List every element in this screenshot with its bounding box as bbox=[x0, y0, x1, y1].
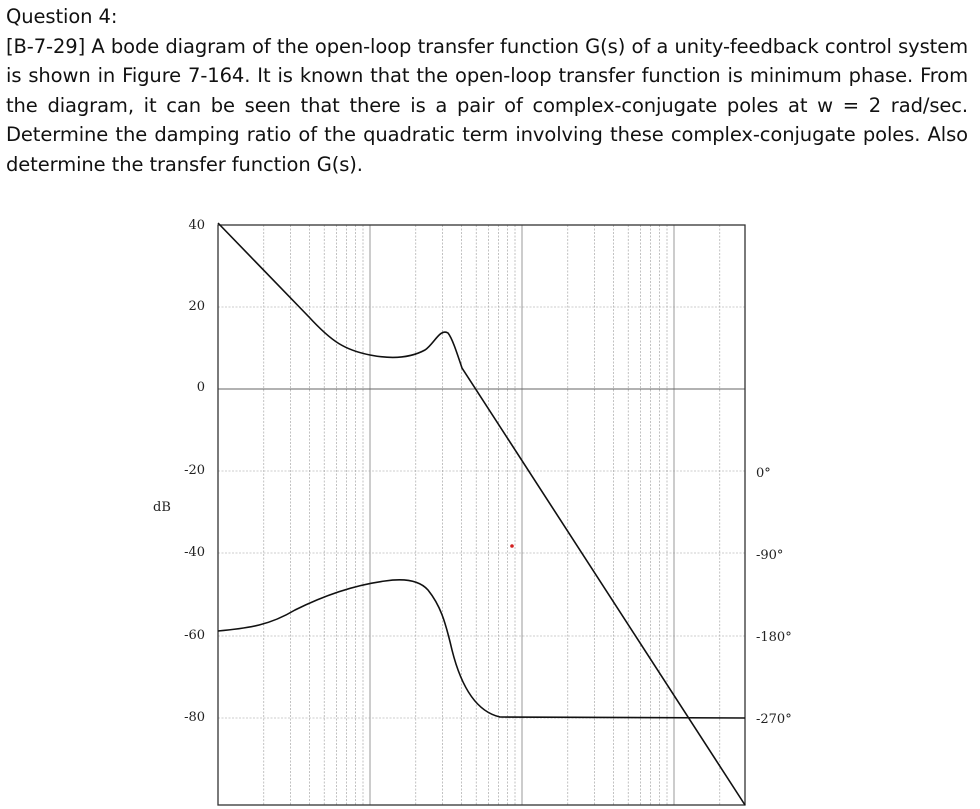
phase-curve bbox=[218, 580, 745, 718]
question-text-block bbox=[6, 2, 968, 179]
db-tick-minus-60: -60 bbox=[184, 628, 205, 643]
phase-tick-minus-90: -90° bbox=[756, 548, 784, 563]
question-title: Question 4: bbox=[6, 5, 118, 28]
db-tick-minus-80: -80 bbox=[184, 710, 205, 725]
db-axis-label: dB bbox=[153, 500, 171, 515]
db-tick-20: 20 bbox=[188, 299, 205, 314]
phase-tick-0: 0° bbox=[756, 466, 771, 481]
red-mark bbox=[510, 544, 514, 548]
db-tick-minus-40: -40 bbox=[184, 545, 205, 560]
question-body: [B-7-29] A bode diagram of the open-loop transfer function G(s) of a unity-feedback control system is shown in Figure 7-164. It is known that the open-loop transfer function is minimum phase. From the diagram, it can be seen that there is a pair of complex-conjugate poles at w = 2 rad/sec. Determine the damping ratio of the quadratic term involving these complex-conjugate poles. Also determine the transfer function G(s). bbox=[6, 34, 968, 176]
bode-diagram bbox=[0, 200, 980, 809]
db-tick-minus-20: -20 bbox=[184, 463, 205, 478]
phase-tick-minus-180: -180° bbox=[756, 630, 792, 645]
db-tick-0: 0 bbox=[196, 380, 205, 395]
db-tick-40: 40 bbox=[188, 218, 205, 233]
phase-tick-minus-270: -270° bbox=[756, 712, 792, 727]
